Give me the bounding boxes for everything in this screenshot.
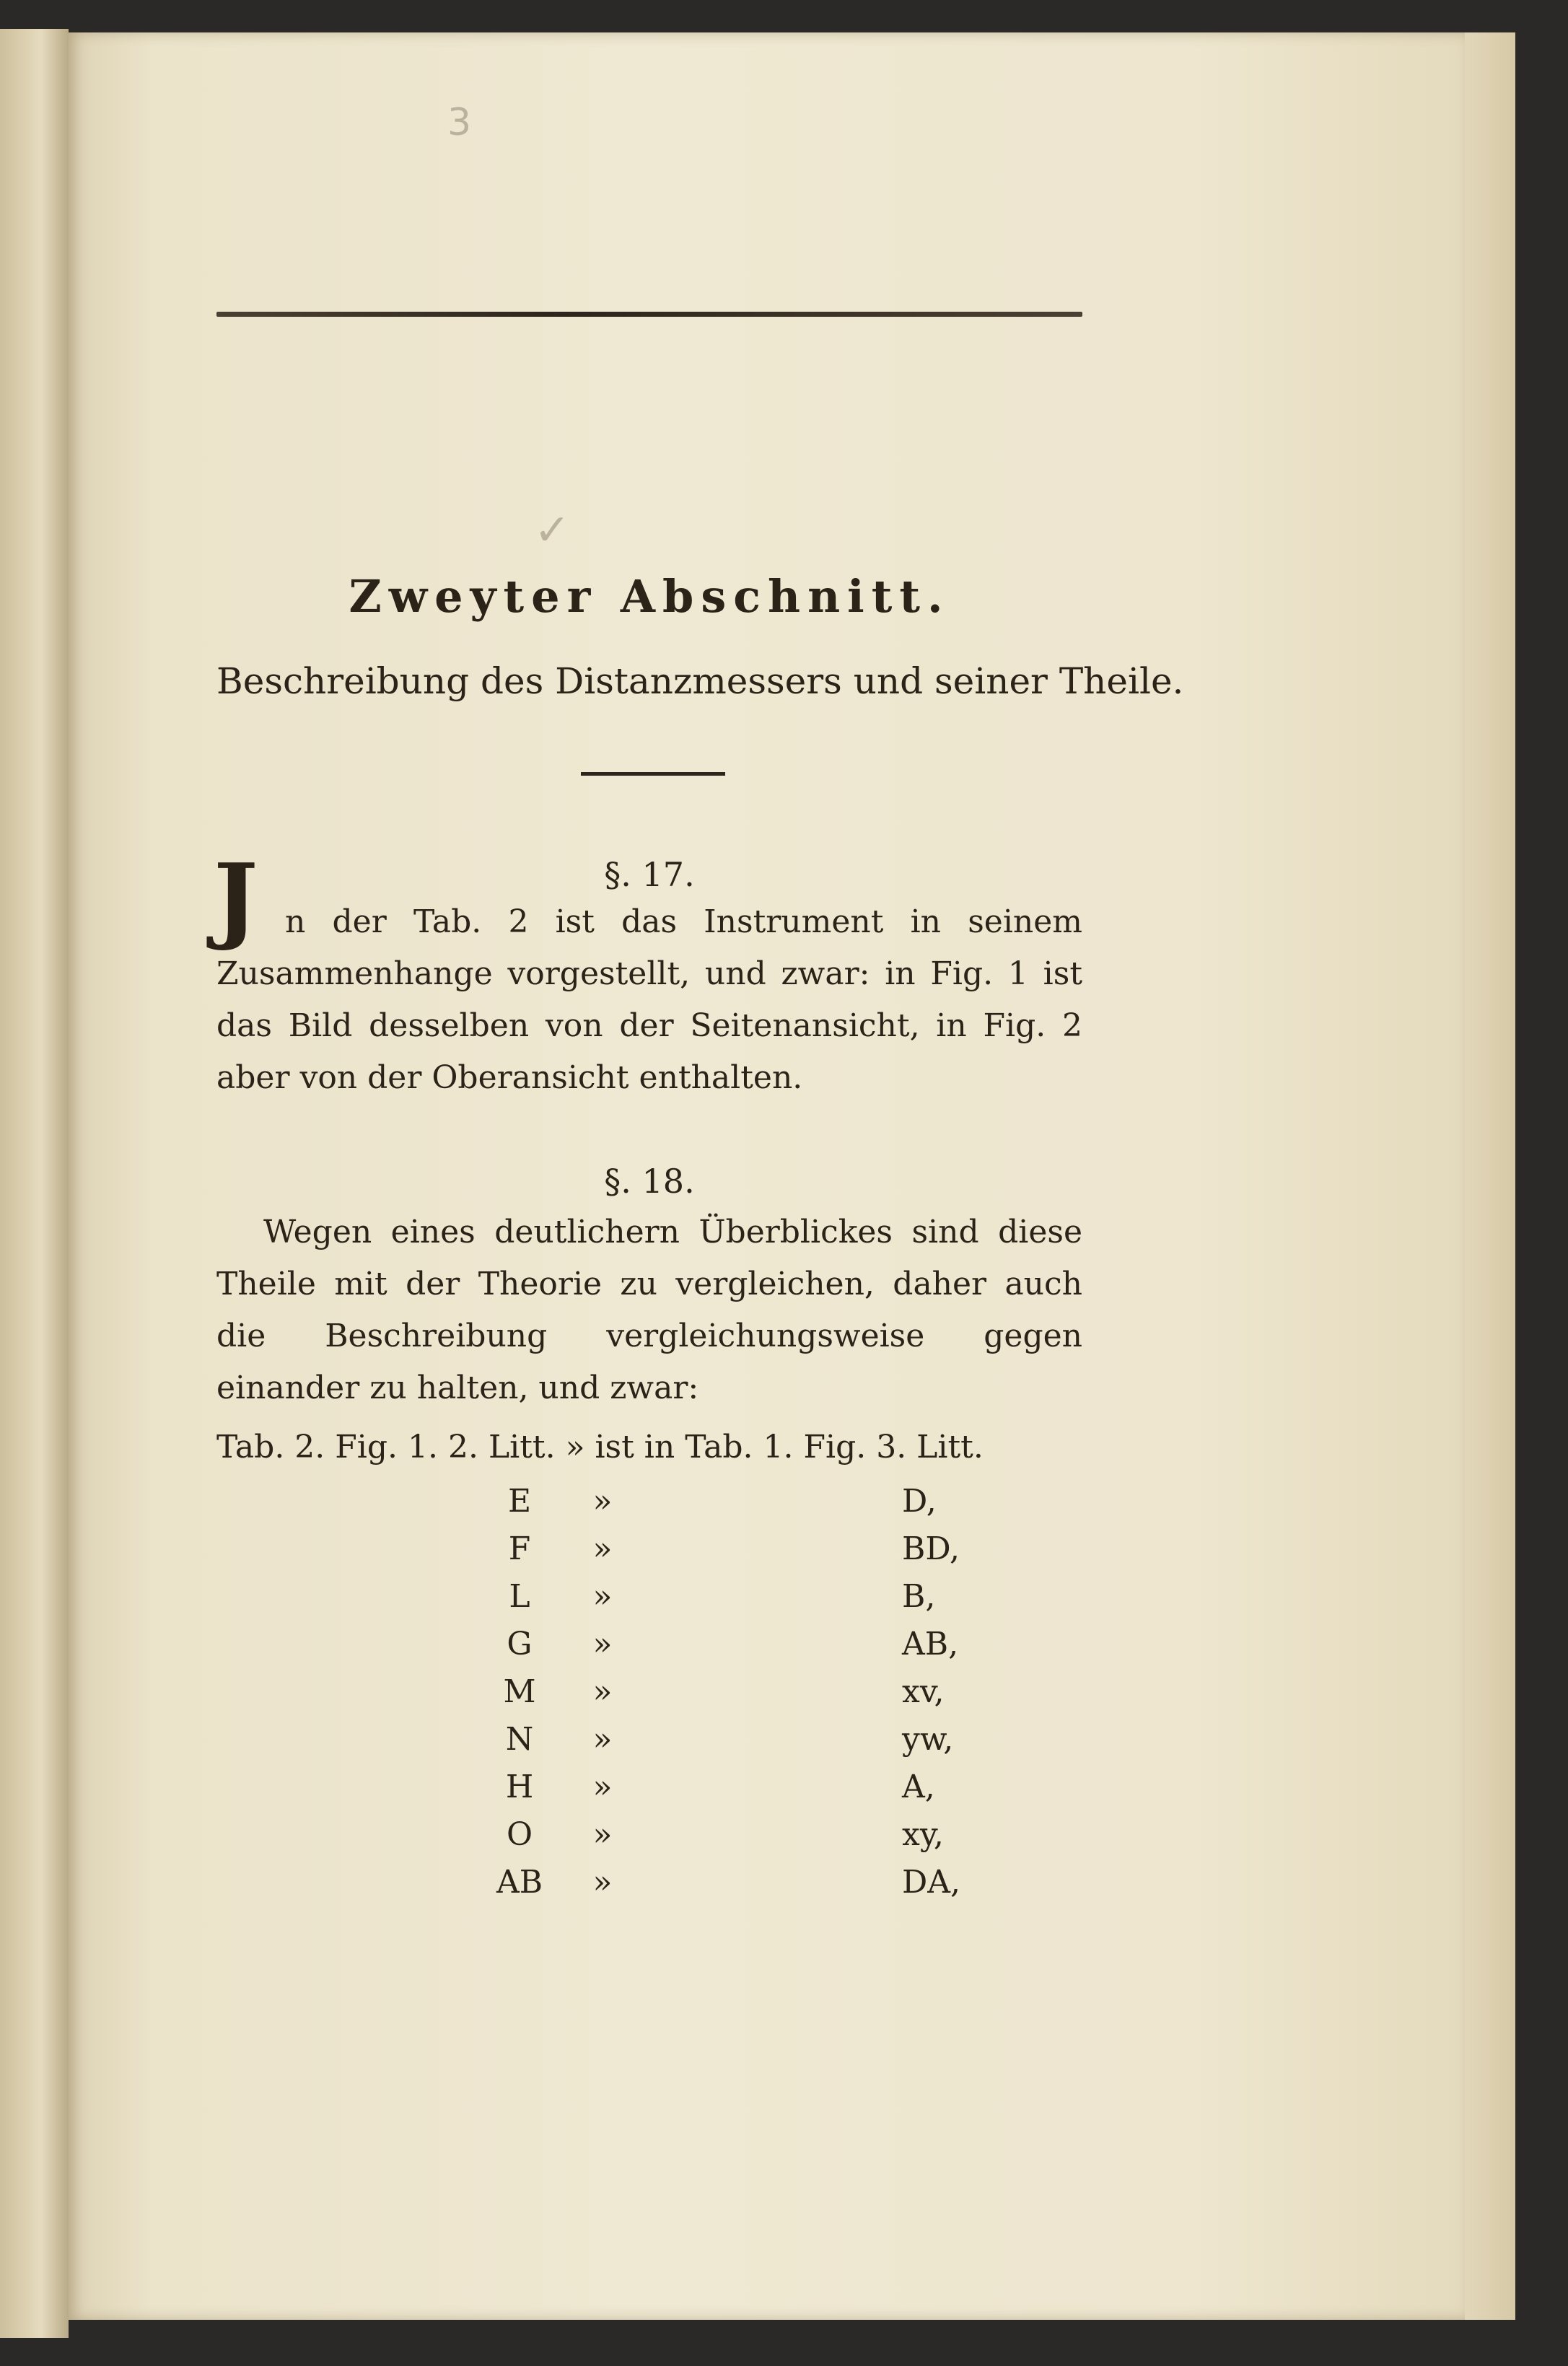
mapping-row: [469, 1769, 1082, 1812]
mapping-letter-tab1: yw,: [902, 1721, 954, 1758]
mapping-separator: »: [592, 1483, 613, 1520]
mapping-letter-tab1: xv,: [902, 1673, 945, 1710]
mapping-row: [469, 1626, 1082, 1669]
mapping-separator: »: [592, 1673, 613, 1710]
mapping-letter-tab2: H: [505, 1769, 534, 1805]
mapping-separator: »: [592, 1864, 613, 1901]
mapping-letter-tab1: D,: [902, 1483, 937, 1520]
mapping-row: [469, 1578, 1082, 1621]
mapping-letter-tab1: BD,: [902, 1530, 960, 1567]
mapping-row: [469, 1530, 1082, 1574]
chapter-title: Zweyter Abschnitt.: [349, 570, 950, 623]
mapping-separator: »: [592, 1769, 613, 1805]
section-18-paragraph: Wegen eines deutlichern Überblickes sind diese Theile mit der Theorie zu vergleichen, daher auch die Beschreibung vergleichungsweise gegen einander zu halten, und zwar:: [216, 1214, 1082, 1406]
page-number: 3: [447, 101, 472, 144]
section-17-heading: §. 17.: [604, 855, 695, 894]
right-page-edge: [1465, 32, 1515, 2320]
section-18-heading: §. 18.: [604, 1162, 695, 1201]
mapping-separator: »: [592, 1721, 613, 1758]
mapping-letter-tab2: E: [507, 1483, 532, 1520]
mapping-letter-tab2: M: [503, 1673, 536, 1710]
mapping-separator: »: [592, 1626, 613, 1662]
mapping-letter-tab2: AB: [496, 1864, 543, 1901]
mapping-row: [469, 1816, 1082, 1859]
mapping-separator: »: [592, 1530, 613, 1567]
mapping-letter-tab1: A,: [902, 1769, 935, 1805]
section-divider: [581, 772, 725, 776]
mapping-letter-tab2: O: [506, 1816, 533, 1853]
mapping-letter-tab1: DA,: [902, 1864, 961, 1901]
mapping-letter-tab1: AB,: [902, 1626, 959, 1662]
mapping-letter-tab1: xy,: [902, 1816, 944, 1853]
mapping-letter-tab2: F: [508, 1530, 531, 1567]
pencil-check-mark: ✓: [534, 505, 571, 556]
drop-cap: J: [214, 843, 258, 953]
mapping-row: [469, 1721, 1082, 1764]
mapping-letter-tab2: G: [507, 1626, 533, 1662]
mapping-letter-tab2: N: [505, 1721, 534, 1758]
mapping-separator: »: [592, 1578, 613, 1615]
chapter-subtitle: Beschreibung des Distanzmessers und seiner Theile.: [216, 660, 1184, 702]
mapping-header: Tab. 2. Fig. 1. 2. Litt. » ist in Tab. 1. Fig. 3. Litt.: [216, 1429, 984, 1465]
section-17-paragraph: n der Tab. 2 ist das Instrument in seinem Zusammenhange vorgestellt, und zwar: in Fig. 1 ist das Bild desselben von der Seitenansicht, in Fig. 2 aber von der Oberansicht enthalten.: [216, 903, 1082, 1096]
mapping-row: [469, 1483, 1082, 1526]
mapping-letter-tab2: L: [509, 1578, 530, 1615]
mapping-row: [469, 1673, 1082, 1717]
mapping-row: [469, 1864, 1082, 1907]
left-page-edge: [0, 29, 69, 2338]
mapping-separator: »: [592, 1816, 613, 1853]
header-rule: [216, 312, 1082, 317]
mapping-letter-tab1: B,: [902, 1578, 936, 1615]
